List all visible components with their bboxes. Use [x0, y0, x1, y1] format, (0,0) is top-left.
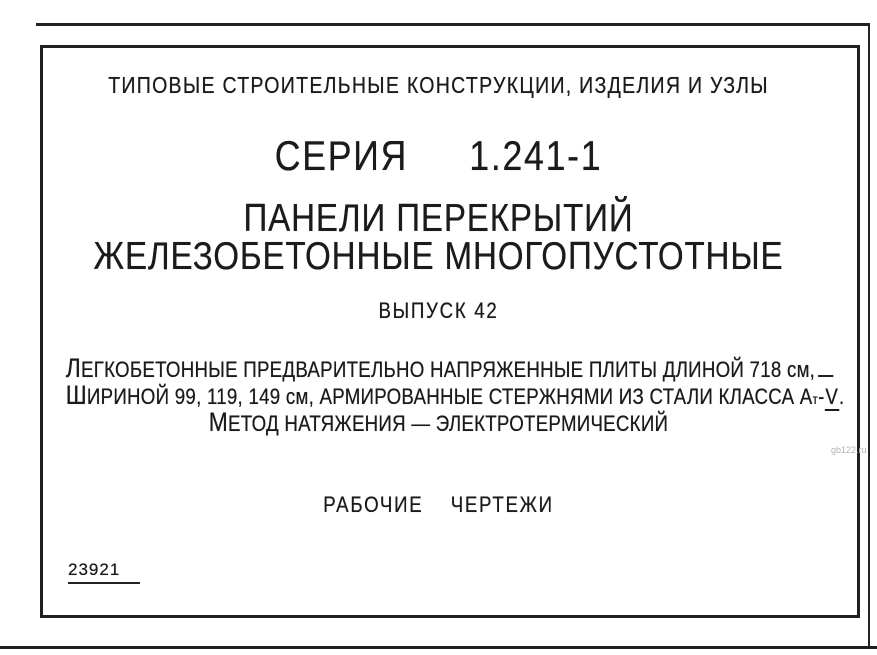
- series-number: 1.241-1: [469, 132, 603, 179]
- continuation-underscore-mark: [818, 375, 833, 377]
- watermark: gb122.ru: [831, 445, 867, 455]
- subtitle-working-drawings: РАБОЧИЕ ЧЕРТЕЖИ: [323, 492, 554, 517]
- steel-class-subscript-t: т: [812, 392, 819, 407]
- inner-border-frame: [40, 45, 860, 618]
- description-line-2-text: ШИРИНОЙ 99, 119, 149 см, АРМИРОВАННЫЕ СТЕРЖНЯМИ ИЗ СТАЛИ КЛАССА А: [65, 380, 813, 410]
- inventory-number-text: 23921: [68, 560, 140, 584]
- steel-class-period: .: [838, 384, 845, 409]
- main-title-line-1: ПАНЕЛИ ПЕРЕКРЫТИЙ: [243, 197, 634, 240]
- steel-class-v-underlined: V: [825, 384, 839, 409]
- issue-label: ВЫПУСК 42: [378, 298, 499, 323]
- outer-border-right-line: [868, 23, 870, 648]
- series-label: СЕРИЯ: [274, 132, 409, 179]
- description-line-1-text: ЛЕГКОБЕТОННЫЕ ПРЕДВАРИТЕЛЬНО НАПРЯЖЕННЫЕ ПЛИТЫ ДЛИНОЙ 718 см,: [65, 353, 816, 383]
- outer-border-top-line: [36, 23, 870, 26]
- steel-class-dash: -: [818, 384, 825, 409]
- series-heading: [66, 132, 811, 180]
- document-category-heading: ТИПОВЫЕ СТРОИТЕЛЬНЫЕ КОНСТРУКЦИИ, ИЗДЕЛИЯ И УЗЛЫ: [108, 72, 769, 98]
- inventory-number: [68, 560, 140, 584]
- outer-border-bottom-line: [0, 646, 877, 649]
- description-line-3: МЕТОД НАТЯЖЕНИЯ — ЭЛЕКТРОТЕРМИЧЕСКИЙ: [208, 407, 669, 437]
- main-title-line-2: ЖЕЛЕЗОБЕТОННЫЕ МНОГОПУСТОТНЫЕ: [93, 235, 784, 278]
